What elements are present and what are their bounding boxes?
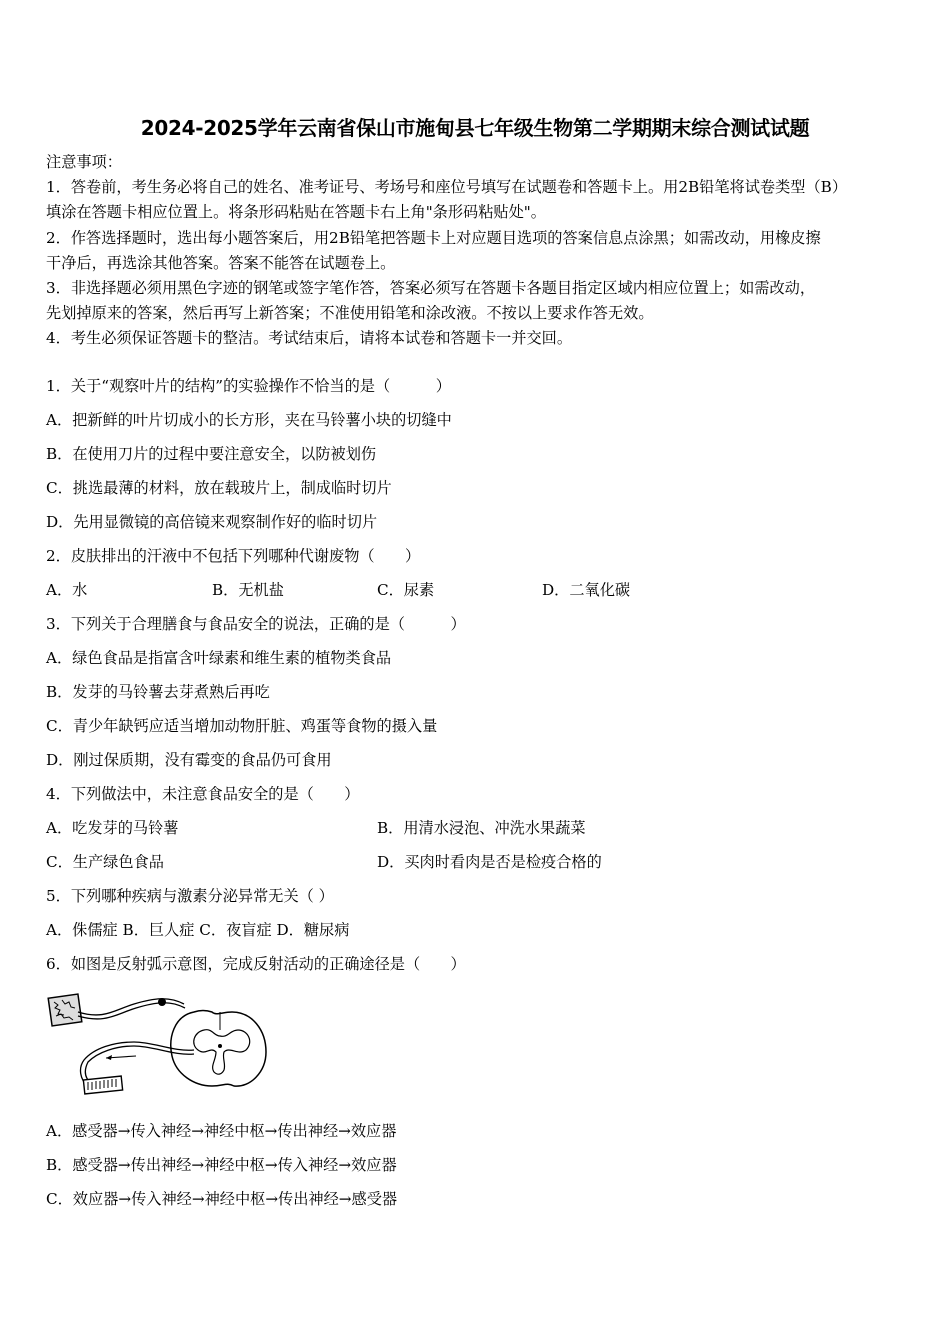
notice-heading: 注意事项： [46,153,122,171]
question-4-stem: 4．下列做法中，未注意食品安全的是（ ） [46,785,360,803]
reflex-arc-diagram [44,990,268,1098]
question-2-option-c: C．尿素 [377,581,435,599]
question-3-option-b: B．发芽的马铃薯去芽煮熟后再吃 [46,683,270,701]
notice-line: 4．考生必须保证答题卡的整洁。考试结束后，请将本试卷和答题卡一并交回。 [46,329,573,347]
question-6-option-c: C．效应器→传入神经→神经中枢→传出神经→感受器 [46,1190,398,1208]
question-3-option-c: C．青少年缺钙应适当增加动物肝脏、鸡蛋等食物的摄入量 [46,717,438,735]
spinal-cord [171,1011,266,1087]
question-1-option-b: B．在使用刀片的过程中要注意安全，以防被划伤 [46,445,377,463]
question-1-stem: 1．关于“观察叶片的结构”的实验操作不恰当的是（ ） [46,377,451,395]
notice-line: 先划掉原来的答案，然后再写上新答案；不准使用铅笔和涂改液。不按以上要求作答无效。 [46,304,654,322]
page-title: 2024-2025学年云南省保山市施甸县七年级生物第二学期期末综合测试试题 [140,116,810,140]
question-6-option-a: A．感受器→传入神经→神经中枢→传出神经→效应器 [46,1122,397,1140]
receptor-skin-patch [48,994,82,1026]
ganglion [158,998,166,1006]
question-4-option-b: B．用清水浸泡、冲洗水果蔬菜 [377,819,586,837]
effector-muscle [83,1076,122,1094]
question-5-stem: 5．下列哪种疾病与激素分泌异常无关（ ） [46,887,334,905]
question-1-option-d: D．先用显微镜的高倍镜来观察制作好的临时切片 [46,513,378,531]
afferent-nerve [78,999,184,1015]
question-1-option-a: A．把新鲜的叶片切成小的长方形，夹在马铃薯小块的切缝中 [46,411,452,429]
question-4-option-a: A．吃发芽的马铃薯 [46,819,179,837]
question-4-option-d: D．买肉时看肉是否是检疫合格的 [377,853,602,871]
question-2-option-a: A．水 [46,581,88,599]
question-1-option-c: C．挑选最薄的材料，放在载玻片上，制成临时切片 [46,479,392,497]
question-2-option-d: D．二氧化碳 [542,581,631,599]
question-3-stem: 3．下列关于合理膳食与食品安全的说法，正确的是（ ） [46,615,466,633]
notice-line: 2．作答选择题时，选出每小题答案后，用2B铅笔把答题卡上对应题目选项的答案信息点涂黑；如需改动，用橡皮擦 [46,229,821,247]
question-2-stem: 2．皮肤排出的汗液中不包括下列哪种代谢废物（ ） [46,547,421,565]
notice-line: 填涂在答题卡相应位置上。将条形码粘贴在答题卡右上角"条形码粘贴处"。 [46,203,546,221]
notice-line: 3．非选择题必须用黑色字迹的钢笔或签字笔作答，答案必须写在答题卡各题目指定区域内相应位置上；如需改动， [46,279,816,297]
question-3-option-d: D．刚过保质期，没有霉变的食品仍可食用 [46,751,332,769]
notice-line: 干净后，再选涂其他答案。答案不能答在试题卷上。 [46,254,396,272]
question-4-option-c: C．生产绿色食品 [46,853,164,871]
question-2-option-b: B．无机盐 [212,581,284,599]
question-6-stem: 6．如图是反射弧示意图，完成反射活动的正确途径是（ ） [46,955,466,973]
notice-line: 1．答卷前，考生务必将自己的姓名、准考证号、考场号和座位号填写在试题卷和答题卡上。用2B铅笔将试卷类型（B） [46,178,848,196]
question-3-option-a: A．绿色食品是指富含叶绿素和维生素的植物类食品 [46,649,392,667]
question-6-option-b: B．感受器→传出神经→神经中枢→传入神经→效应器 [46,1156,397,1174]
question-5-options: A．侏儒症 B．巨人症 C．夜盲症 D．糖尿病 [46,921,350,939]
